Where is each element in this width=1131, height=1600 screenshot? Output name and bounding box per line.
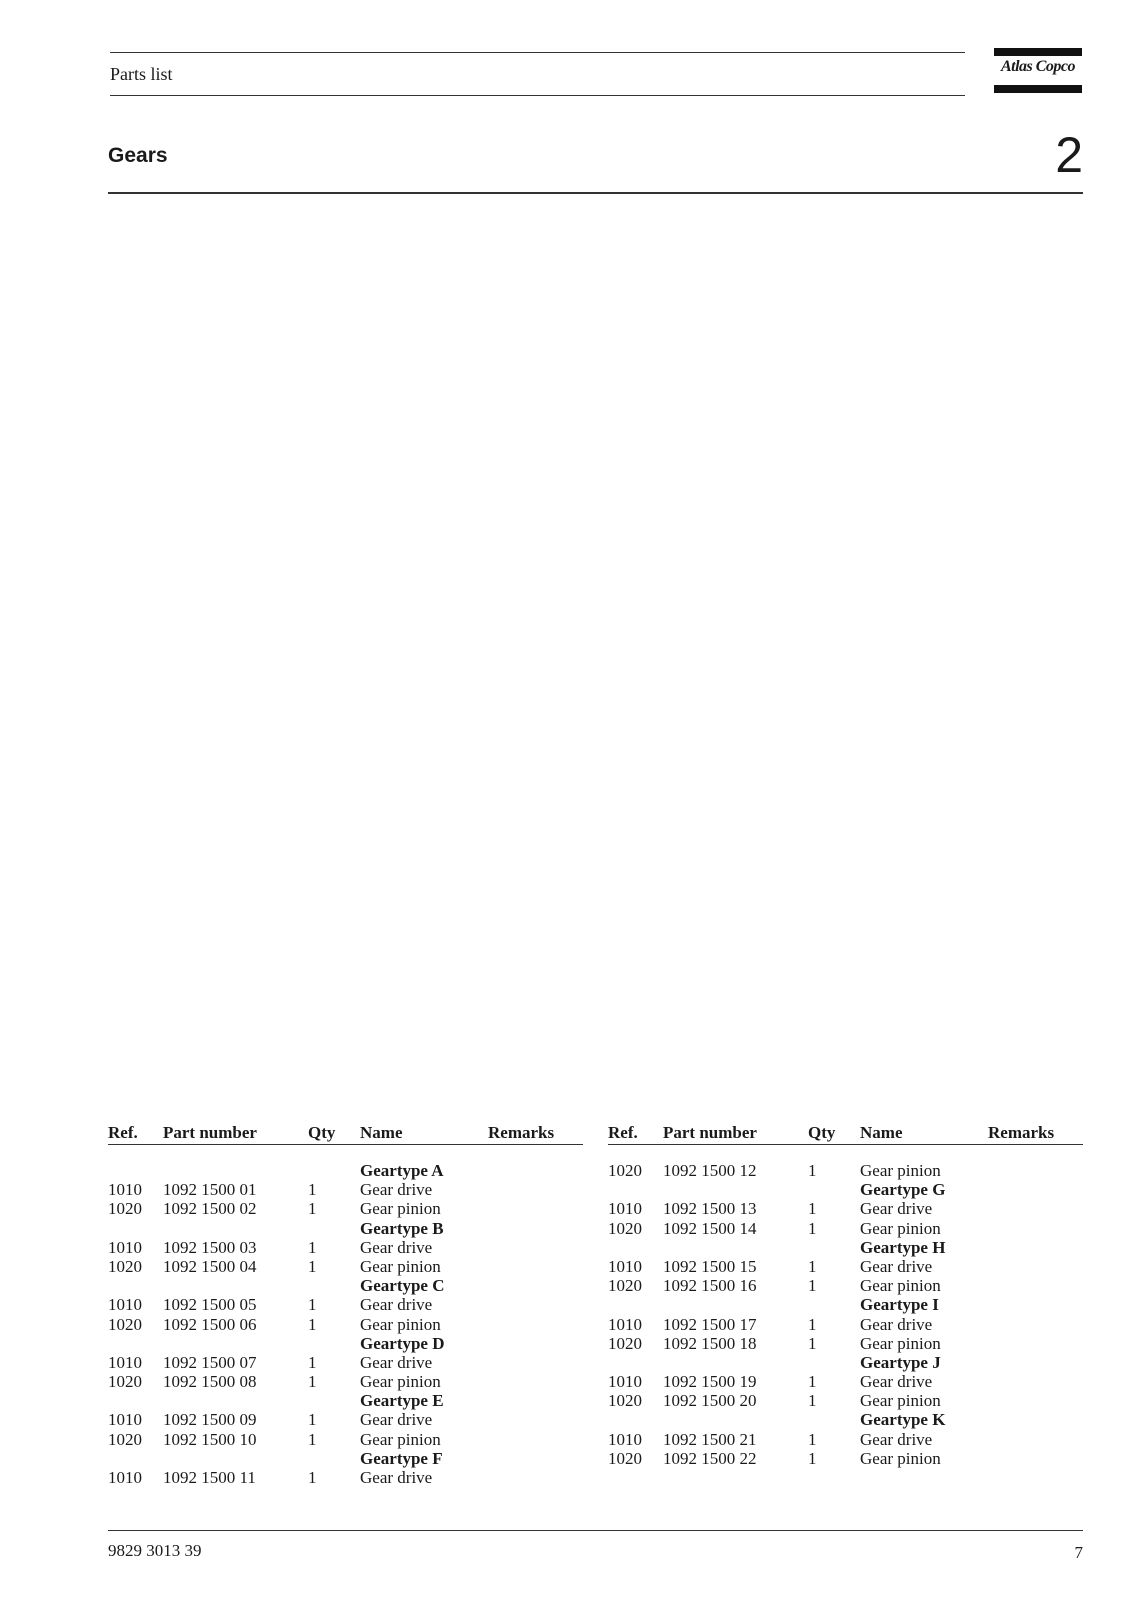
col-qty: Qty xyxy=(808,1123,836,1142)
cell-ref: 1010 xyxy=(108,1352,142,1372)
cell-name: Gear pinion xyxy=(860,1161,941,1180)
cell-name: Geartype I xyxy=(860,1295,939,1315)
cell-qty: 1 xyxy=(308,1352,317,1372)
cell-part-number: 1092 1500 17 xyxy=(663,1314,757,1334)
group-heading-row xyxy=(108,1276,583,1295)
cell-ref: 1010 xyxy=(608,1314,642,1334)
cell-ref: 1020 xyxy=(608,1218,642,1238)
cell-ref: 1020 xyxy=(108,1256,142,1276)
col-ref: Ref. xyxy=(608,1123,638,1142)
logo-text: Atlas Copco xyxy=(1000,58,1076,75)
cell-name: Gear pinion xyxy=(360,1314,441,1334)
cell-name: Gear drive xyxy=(860,1199,933,1219)
cell-ref: 1010 xyxy=(608,1199,642,1219)
cell-ref: 1010 xyxy=(108,1468,142,1487)
header-rule-top xyxy=(110,52,965,53)
cell-qty: 1 xyxy=(308,1468,317,1487)
section-title: Gears xyxy=(108,144,168,167)
cell-name: Geartype K xyxy=(860,1410,946,1430)
group-heading-row xyxy=(608,1353,1083,1372)
cell-name: Gear drive xyxy=(360,1410,433,1430)
cell-ref: 1020 xyxy=(608,1448,642,1468)
cell-part-number: 1092 1500 14 xyxy=(663,1218,757,1238)
cell-part-number: 1092 1500 22 xyxy=(663,1448,757,1468)
group-heading-row xyxy=(108,1449,583,1468)
logo-bar-bottom xyxy=(994,85,1082,93)
cell-name: Gear drive xyxy=(360,1295,433,1315)
cell-qty: 1 xyxy=(308,1180,317,1200)
table-row xyxy=(108,1372,583,1391)
group-heading-row xyxy=(108,1334,583,1353)
cell-name: Gear pinion xyxy=(860,1333,941,1353)
col-ref: Ref. xyxy=(108,1123,138,1142)
cell-name: Gear drive xyxy=(360,1352,433,1372)
cell-name: Gear pinion xyxy=(360,1429,441,1449)
cell-part-number: 1092 1500 06 xyxy=(163,1314,257,1334)
table-header xyxy=(608,1122,1083,1145)
table-row xyxy=(608,1449,1083,1468)
parts-table-left xyxy=(108,1122,583,1487)
cell-name: Gear drive xyxy=(860,1256,933,1276)
cell-name: Geartype F xyxy=(360,1448,443,1468)
table-row xyxy=(108,1315,583,1334)
cell-name: Gear drive xyxy=(860,1314,933,1334)
col-remarks: Remarks xyxy=(988,1123,1055,1142)
table-row xyxy=(108,1180,583,1199)
table-row xyxy=(608,1219,1083,1238)
cell-qty: 1 xyxy=(308,1295,317,1315)
cell-qty: 1 xyxy=(808,1256,817,1276)
logo-bar-top xyxy=(994,48,1082,56)
table-row xyxy=(108,1238,583,1257)
cell-qty: 1 xyxy=(308,1410,317,1430)
table-row xyxy=(108,1353,583,1372)
cell-name: Geartype D xyxy=(360,1333,445,1353)
table-row xyxy=(608,1257,1083,1276)
cell-name: Gear pinion xyxy=(360,1256,441,1276)
cell-part-number: 1092 1500 15 xyxy=(663,1256,757,1276)
section-rule xyxy=(108,192,1083,194)
cell-qty: 1 xyxy=(808,1276,817,1296)
header-rule-bottom xyxy=(110,95,965,96)
cell-ref: 1010 xyxy=(108,1180,142,1200)
cell-part-number: 1092 1500 01 xyxy=(163,1180,257,1200)
cell-part-number: 1092 1500 21 xyxy=(663,1429,757,1449)
cell-part-number: 1092 1500 09 xyxy=(163,1410,257,1430)
cell-name: Gear pinion xyxy=(860,1218,941,1238)
cell-qty: 1 xyxy=(808,1429,817,1449)
group-heading-row xyxy=(608,1410,1083,1429)
cell-qty: 1 xyxy=(808,1448,817,1468)
cell-qty: 1 xyxy=(808,1391,817,1411)
group-heading-row xyxy=(108,1161,583,1180)
footer-rule xyxy=(108,1530,1083,1531)
table-header xyxy=(108,1122,583,1145)
cell-name: Geartype A xyxy=(360,1161,444,1180)
cell-qty: 1 xyxy=(808,1372,817,1392)
cell-part-number: 1092 1500 04 xyxy=(163,1256,257,1276)
cell-qty: 1 xyxy=(308,1314,317,1334)
table-row xyxy=(608,1161,1083,1180)
cell-ref: 1010 xyxy=(608,1429,642,1449)
cell-name: Geartype J xyxy=(860,1352,941,1372)
cell-ref: 1010 xyxy=(608,1372,642,1392)
cell-qty: 1 xyxy=(808,1199,817,1219)
table-row xyxy=(608,1276,1083,1295)
cell-qty: 1 xyxy=(308,1372,317,1392)
cell-name: Geartype E xyxy=(360,1391,444,1411)
table-row xyxy=(608,1372,1083,1391)
cell-ref: 1020 xyxy=(108,1314,142,1334)
cell-name: Geartype B xyxy=(360,1218,444,1238)
cell-part-number: 1092 1500 02 xyxy=(163,1199,257,1219)
col-name: Name xyxy=(860,1123,903,1142)
cell-qty: 1 xyxy=(308,1256,317,1276)
cell-ref: 1020 xyxy=(608,1161,642,1180)
cell-name: Geartype C xyxy=(360,1276,445,1296)
table-row xyxy=(108,1430,583,1449)
cell-qty: 1 xyxy=(308,1237,317,1257)
atlas-copco-logo xyxy=(994,48,1082,94)
cell-name: Geartype G xyxy=(860,1180,946,1200)
cell-part-number: 1092 1500 16 xyxy=(663,1276,757,1296)
cell-part-number: 1092 1500 10 xyxy=(163,1429,257,1449)
cell-part-number: 1092 1500 20 xyxy=(663,1391,757,1411)
cell-qty: 1 xyxy=(808,1333,817,1353)
cell-name: Gear drive xyxy=(360,1237,433,1257)
table-row xyxy=(608,1199,1083,1218)
group-heading-row xyxy=(108,1219,583,1238)
cell-name: Gear drive xyxy=(860,1372,933,1392)
cell-name: Gear pinion xyxy=(360,1372,441,1392)
cell-qty: 1 xyxy=(308,1199,317,1219)
group-heading-row xyxy=(608,1238,1083,1257)
cell-ref: 1020 xyxy=(608,1333,642,1353)
cell-name: Geartype H xyxy=(860,1237,946,1257)
col-part-number: Part number xyxy=(163,1123,257,1142)
header-label: Parts list xyxy=(110,64,173,84)
group-heading-row xyxy=(608,1180,1083,1199)
page-number: 7 xyxy=(1074,1543,1083,1562)
table-row xyxy=(608,1315,1083,1334)
table-row xyxy=(608,1430,1083,1449)
cell-name: Gear drive xyxy=(360,1468,433,1487)
cell-part-number: 1092 1500 19 xyxy=(663,1372,757,1392)
document-number: 9829 3013 39 xyxy=(108,1541,202,1560)
group-heading-row xyxy=(108,1391,583,1410)
table-row xyxy=(108,1199,583,1218)
col-qty: Qty xyxy=(308,1123,336,1142)
cell-name: Gear pinion xyxy=(860,1391,941,1411)
cell-ref: 1010 xyxy=(108,1295,142,1315)
table-row xyxy=(608,1391,1083,1410)
table-row xyxy=(108,1257,583,1276)
table-row xyxy=(108,1295,583,1314)
col-remarks: Remarks xyxy=(488,1123,555,1142)
cell-ref: 1020 xyxy=(608,1391,642,1411)
cell-name: Gear pinion xyxy=(860,1448,941,1468)
cell-ref: 1020 xyxy=(608,1276,642,1296)
parts-table-right xyxy=(608,1122,1083,1468)
cell-qty: 1 xyxy=(808,1161,817,1180)
table-row xyxy=(108,1410,583,1429)
cell-name: Gear pinion xyxy=(860,1276,941,1296)
cell-part-number: 1092 1500 03 xyxy=(163,1237,257,1257)
cell-qty: 1 xyxy=(808,1314,817,1334)
col-part-number: Part number xyxy=(663,1123,757,1142)
cell-name: Gear pinion xyxy=(360,1199,441,1219)
col-name: Name xyxy=(360,1123,403,1142)
cell-part-number: 1092 1500 18 xyxy=(663,1333,757,1353)
section-number: 2 xyxy=(1055,127,1083,183)
group-heading-row xyxy=(608,1295,1083,1314)
table-row xyxy=(108,1468,583,1487)
cell-name: Gear drive xyxy=(360,1180,433,1200)
cell-name: Gear drive xyxy=(860,1429,933,1449)
cell-part-number: 1092 1500 12 xyxy=(663,1161,757,1180)
cell-ref: 1020 xyxy=(108,1372,142,1392)
cell-part-number: 1092 1500 05 xyxy=(163,1295,257,1315)
cell-part-number: 1092 1500 08 xyxy=(163,1372,257,1392)
cell-ref: 1020 xyxy=(108,1199,142,1219)
cell-qty: 1 xyxy=(308,1429,317,1449)
cell-ref: 1010 xyxy=(108,1410,142,1430)
cell-qty: 1 xyxy=(808,1218,817,1238)
cell-part-number: 1092 1500 11 xyxy=(163,1468,256,1487)
cell-ref: 1010 xyxy=(108,1237,142,1257)
cell-ref: 1010 xyxy=(608,1256,642,1276)
cell-ref: 1020 xyxy=(108,1429,142,1449)
cell-part-number: 1092 1500 07 xyxy=(163,1352,257,1372)
cell-part-number: 1092 1500 13 xyxy=(663,1199,757,1219)
table-row xyxy=(608,1334,1083,1353)
